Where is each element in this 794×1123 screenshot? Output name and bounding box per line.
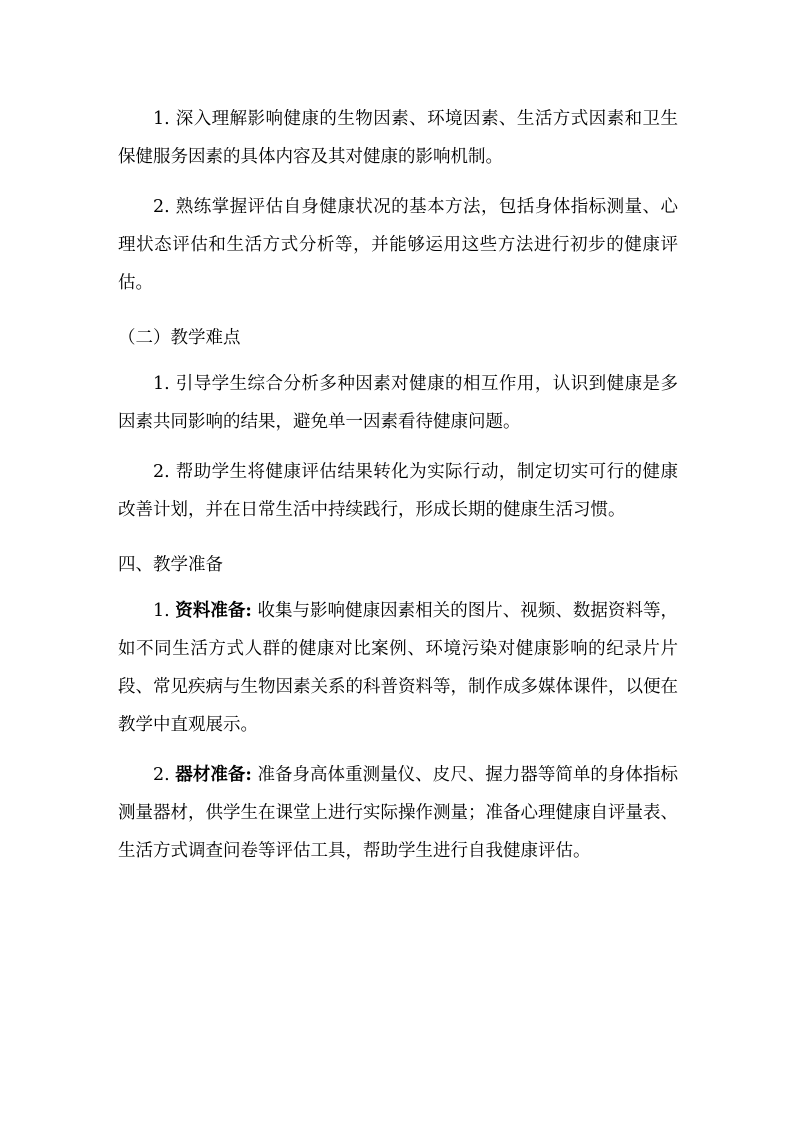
- difficulty-point-2-text: 帮助学生将健康评估结果转化为实际行动，制定切实可行的健康改善计划，并在日常生活中持续践行，形成长期的健康生活习惯。: [118, 462, 678, 520]
- focus-point-2-text: 熟练掌握评估自身健康状况的基本方法，包括身体指标测量、心理状态评估和生活方式分析等，并能够运用这些方法进行初步的健康评估。: [118, 197, 678, 293]
- focus-point-2: [118, 188, 678, 302]
- prep-point-1: [118, 592, 678, 744]
- focus-point-1-text: 深入理解影响健康的生物因素、环境因素、生活方式因素和卫生保健服务因素的具体内容及其对健康的影响机制。: [118, 109, 678, 167]
- prep-point-2-number: 2.: [153, 765, 170, 785]
- difficulty-point-1-text: 引导学生综合分析多种因素对健康的相互作用，认识到健康是多因素共同影响的结果，避免单一因素看待健康问题。: [118, 374, 678, 432]
- difficulty-point-1-number: 1.: [153, 374, 170, 394]
- prep-point-1-label: 资料准备:: [175, 601, 252, 621]
- difficulty-heading: （二）教学难点: [118, 328, 241, 348]
- focus-point-2-number: 2.: [153, 197, 170, 217]
- prep-heading: 四、教学准备: [118, 555, 223, 575]
- focus-point-1: [118, 100, 678, 176]
- difficulty-point-2-number: 2.: [153, 462, 170, 482]
- prep-point-2-text: 准备身高体重测量仪、皮尺、握力器等简单的身体指标测量器材，供学生在课堂上进行实际操作测量；准备心理健康自评量表、生活方式调查问卷等评估工具，帮助学生进行自我健康评估。: [118, 765, 678, 861]
- difficulty-point-2: [118, 453, 678, 529]
- document-body: [118, 100, 678, 870]
- prep-point-1-text: 收集与影响健康因素相关的图片、视频、数据资料等，如不同生活方式人群的健康对比案例、环境污染对健康影响的纪录片片段、常见疾病与生物因素关系的科普资料等，制作成多媒体课件，以便在教学中直观展示。: [118, 601, 678, 735]
- difficulty-point-1: [118, 365, 678, 441]
- prep-point-1-number: 1.: [153, 601, 170, 621]
- focus-point-1-number: 1.: [153, 109, 170, 129]
- prep-point-2: [118, 756, 678, 870]
- prep-point-2-label: 器材准备:: [175, 765, 252, 785]
